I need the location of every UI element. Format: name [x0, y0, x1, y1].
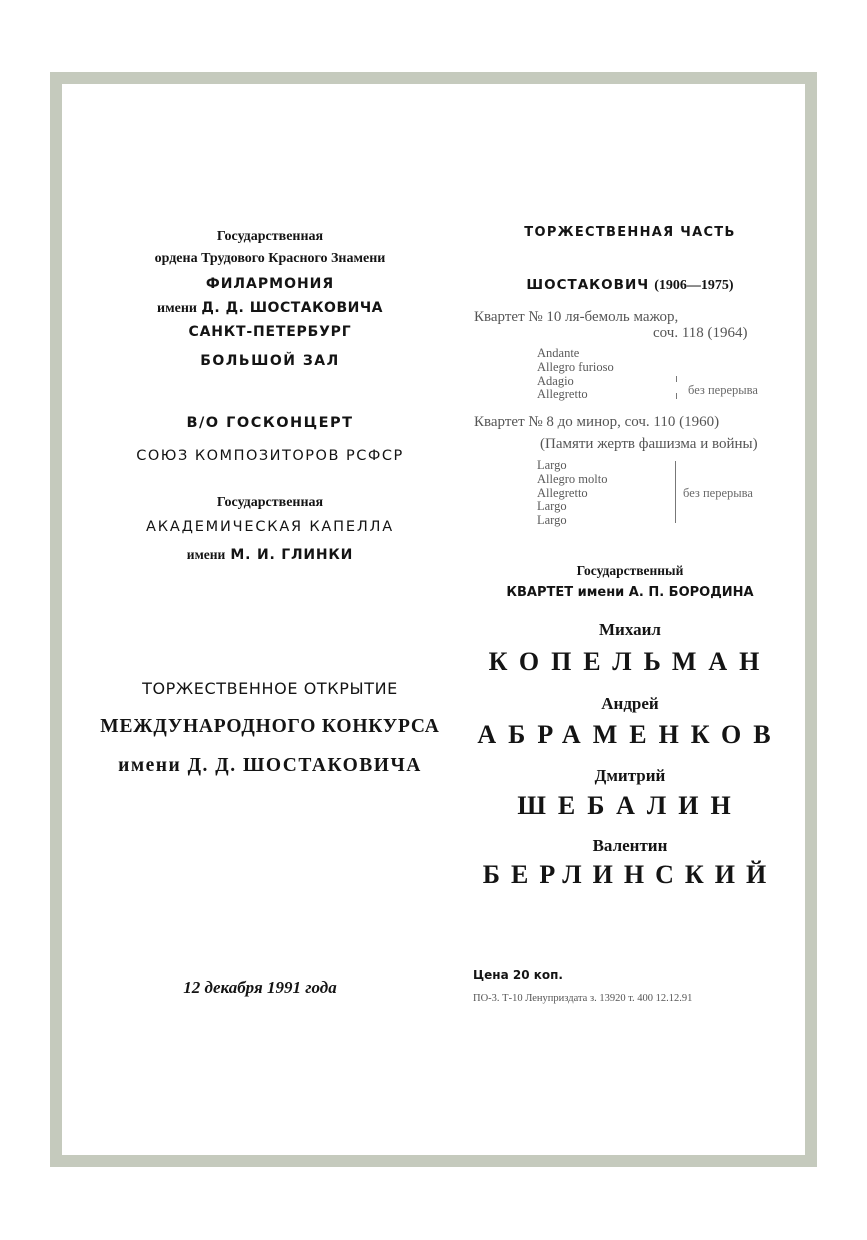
movement: Largo [537, 499, 567, 514]
event-date: 12 декабря 1991 года [183, 978, 337, 997]
event-competition: МЕЖДУНАРОДНОГО КОНКУРСА [100, 716, 440, 737]
movement: Largo [537, 513, 567, 528]
capella-named-prefix: имени [186, 547, 226, 562]
ensemble-line2: КВАРТЕТ имени А. П. БОРОДИНА [506, 585, 754, 600]
philharmonic-title: ФИЛАРМОНИЯ [205, 276, 335, 292]
imprint: ПО-3. Т-10 Ленуприздата з. 13920 т. 400 12.12.91 [473, 993, 693, 1004]
performer-first-name: Валентин [592, 836, 668, 855]
movement-list [537, 459, 607, 528]
capella-named-glinka: М. И. ГЛИНКИ [230, 547, 354, 563]
capella-title: АКАДЕМИЧЕСКАЯ КАПЕЛЛА [146, 519, 394, 535]
performer-last-name: БЕРЛИНСКИЙ [482, 860, 778, 889]
movement-list [537, 347, 614, 402]
work-dedication: (Памяти жертв фашизма и войны) [540, 436, 758, 452]
bracket-line [675, 461, 676, 523]
composer-heading [460, 274, 800, 294]
city: САНКТ-ПЕТЕРБУРГ [188, 324, 352, 340]
performer-first-name: Дмитрий [594, 766, 666, 785]
movement: Allegro furioso [537, 359, 614, 374]
movement: Andante [537, 346, 580, 360]
section-title: ТОРЖЕСТВЕННАЯ ЧАСТЬ [524, 225, 736, 240]
performer-first-name: Михаил [599, 620, 661, 639]
performer-last-name: АБРАМЕНКОВ [477, 720, 783, 749]
named-prefix: имени [157, 301, 197, 316]
performer-last-name: ШЕБАЛИН [517, 791, 743, 820]
bracket-line [676, 376, 677, 382]
performer-first-name: Андрей [601, 694, 659, 713]
no-intermission-note: без перерыва [688, 383, 758, 397]
performer-last-name: КОПЕЛЬМАН [488, 647, 772, 676]
event-named: имени Д. Д. ШОСТАКОВИЧА [118, 755, 422, 776]
event-opening: ТОРЖЕСТВЕННОЕ ОТКРЫТИЕ [142, 679, 398, 698]
capella-line1: Государственная [216, 495, 324, 510]
philharmonic-line2: ордена Трудового Красного Знамени [154, 251, 386, 266]
named-shostakovich: Д. Д. ШОСТАКОВИЧА [201, 300, 383, 316]
movement: Adagio [537, 373, 574, 388]
ensemble-line1: Государственный [576, 563, 684, 578]
movement: Allegro molto [537, 471, 608, 486]
movement: Largo [537, 458, 567, 472]
goskoncert: В/О ГОСКОНЦЕРТ [186, 415, 354, 431]
price: Цена 20 коп. [473, 968, 563, 982]
capella-named [100, 544, 440, 563]
philharmonic-named [100, 300, 440, 317]
work-opus: соч. 118 (1964) [653, 325, 748, 341]
movement: Allegretto [537, 485, 588, 500]
hall: БОЛЬШОЙ ЗАЛ [200, 353, 340, 369]
composer-name: ШОСТАКОВИЧ [526, 277, 650, 293]
no-intermission-note: без перерыва [683, 486, 753, 500]
composers-union: СОЮЗ КОМПОЗИТОРОВ РСФСР [136, 448, 404, 464]
work-title: Квартет № 10 ля-бемоль мажор, [474, 309, 679, 325]
work-title: Квартет № 8 до минор, соч. 110 (1960) [474, 414, 720, 430]
philharmonic-line1: Государственная [216, 229, 324, 244]
bracket-line [676, 393, 677, 399]
movement: Allegretto [537, 387, 588, 402]
composer-years: (1906—1975) [654, 278, 734, 293]
